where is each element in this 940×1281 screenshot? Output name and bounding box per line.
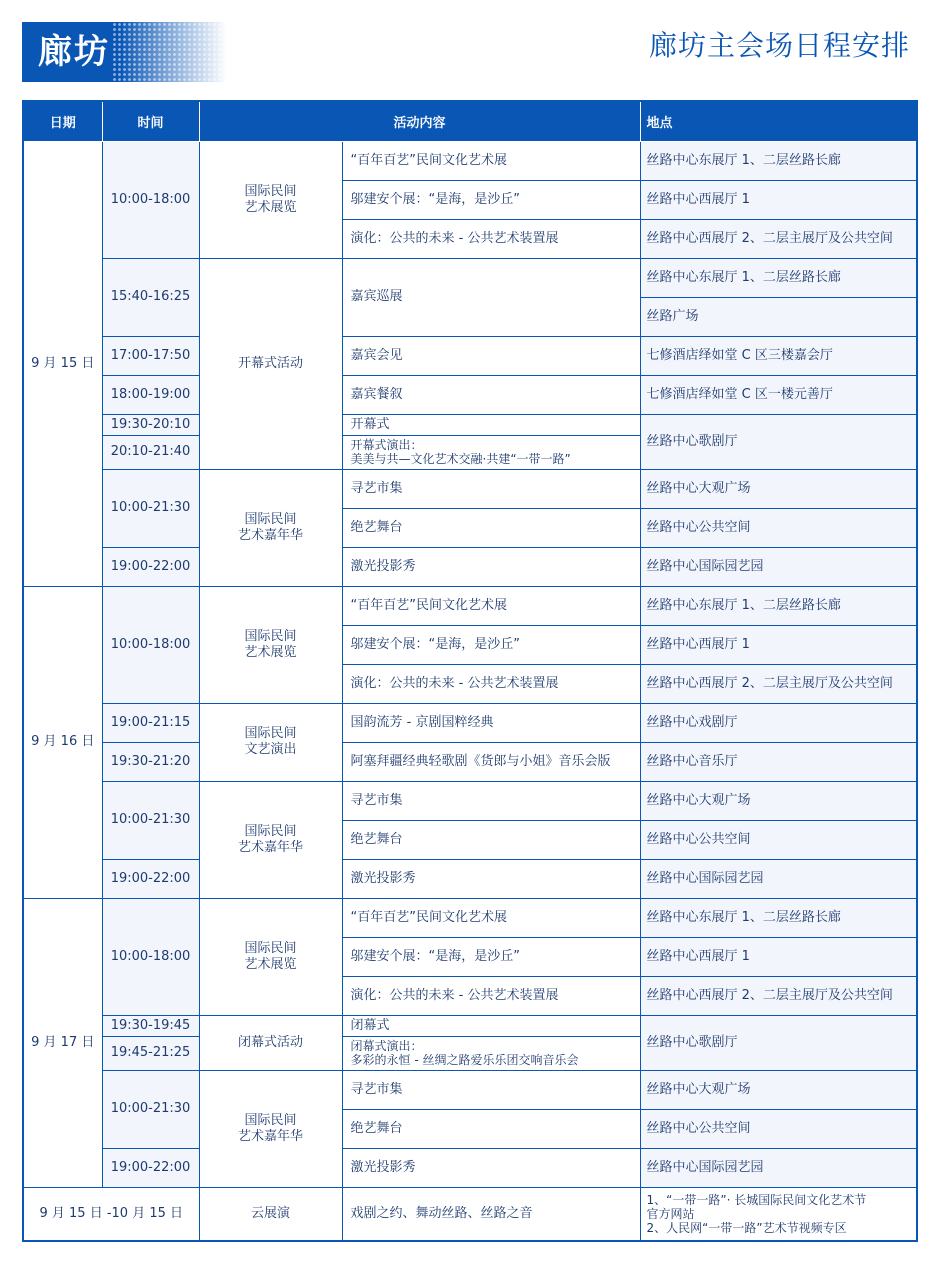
page-header (0, 0, 940, 100)
activity-cell: 寻艺市集 (342, 1070, 640, 1109)
date-range-cell: 9 月 15 日 -10 月 15 日 (23, 1187, 199, 1241)
activity-cell: 嘉宾巡展 (342, 258, 640, 336)
table-row (23, 1015, 917, 1036)
activity-cell: 开幕式演出： 美美与共—文化艺术交融·共建“一带一路” (342, 435, 640, 469)
time-cell: 10:00-18:00 (102, 898, 199, 1015)
location-cell: 丝路中心大观广场 (640, 469, 917, 508)
category-cell: 云展演 (199, 1187, 342, 1241)
activity-cell: 演化：公共的未来 - 公共艺术装置展 (342, 219, 640, 258)
activity-cell: 开幕式 (342, 414, 640, 435)
activity-cell: 邬建安个展：“是海，是沙丘” (342, 180, 640, 219)
halftone-pattern (112, 22, 227, 82)
location-cell: 丝路中心东展厅 1、二层丝路长廊 (640, 586, 917, 625)
activity-cell: 戏剧之约、舞动丝路、丝路之音 (342, 1187, 640, 1241)
category-cell: 国际民间 艺术嘉年华 (199, 1070, 342, 1187)
location-cell: 丝路中心公共空间 (640, 820, 917, 859)
activity-cell: 闭幕式 (342, 1015, 640, 1036)
activity-cell: 激光投影秀 (342, 547, 640, 586)
category-cell: 国际民间 艺术嘉年华 (199, 469, 342, 586)
table-row (23, 375, 917, 414)
table-row (23, 141, 917, 180)
location-cell: 丝路中心音乐厅 (640, 742, 917, 781)
column-header-date: 日期 (23, 101, 102, 141)
date-cell: 9 月 17 日 (23, 898, 102, 1187)
activity-cell: 寻艺市集 (342, 781, 640, 820)
time-cell: 10:00-18:00 (102, 586, 199, 703)
time-cell: 19:30-20:10 (102, 414, 199, 435)
time-cell: 19:00-22:00 (102, 1148, 199, 1187)
time-cell: 19:00-21:15 (102, 703, 199, 742)
activity-cell: 寻艺市集 (342, 469, 640, 508)
location-cell: 丝路中心大观广场 (640, 781, 917, 820)
city-badge (22, 22, 227, 82)
time-cell: 10:00-21:30 (102, 469, 199, 547)
column-header-time: 时间 (102, 101, 199, 141)
location-cell: 七修酒店绎如堂 C 区一楼元善厅 (640, 375, 917, 414)
time-cell: 19:30-21:20 (102, 742, 199, 781)
schedule-table (22, 100, 918, 1242)
location-cell: 丝路中心大观广场 (640, 1070, 917, 1109)
date-cell: 9 月 16 日 (23, 586, 102, 898)
table-row (23, 898, 917, 937)
time-cell: 19:45-21:25 (102, 1036, 199, 1070)
time-cell: 19:30-19:45 (102, 1015, 199, 1036)
table-row (23, 586, 917, 625)
time-cell: 18:00-19:00 (102, 375, 199, 414)
activity-cell: 激光投影秀 (342, 859, 640, 898)
activity-cell: “百年百艺”民间文化艺术展 (342, 898, 640, 937)
time-cell: 10:00-18:00 (102, 141, 199, 258)
activity-cell: 绝艺舞台 (342, 508, 640, 547)
table-row (23, 781, 917, 820)
location-cell: 丝路中心西展厅 2、二层主展厅及公共空间 (640, 219, 917, 258)
location-cell: 丝路中心国际园艺园 (640, 859, 917, 898)
table-row (23, 703, 917, 742)
table-row (23, 414, 917, 435)
category-cell: 开幕式活动 (199, 258, 342, 469)
category-cell: 闭幕式活动 (199, 1015, 342, 1070)
table-row (23, 859, 917, 898)
table-row (23, 547, 917, 586)
location-cell: 丝路中心歌剧厅 (640, 414, 917, 469)
activity-cell: 演化：公共的未来 - 公共艺术装置展 (342, 976, 640, 1015)
activity-cell: “百年百艺”民间文化艺术展 (342, 586, 640, 625)
activity-cell: 嘉宾餐叙 (342, 375, 640, 414)
table-row (23, 336, 917, 375)
table-row (23, 1148, 917, 1187)
category-cell: 国际民间 文艺演出 (199, 703, 342, 781)
table-row (23, 1070, 917, 1109)
location-cell: 丝路中心东展厅 1、二层丝路长廊 (640, 898, 917, 937)
column-header-location: 地点 (640, 101, 917, 141)
category-cell: 国际民间 艺术展览 (199, 898, 342, 1015)
location-cell: 丝路中心西展厅 1 (640, 180, 917, 219)
activity-cell: 阿塞拜疆经典轻歌剧《货郎与小姐》音乐会版 (342, 742, 640, 781)
activity-cell: 邬建安个展：“是海，是沙丘” (342, 625, 640, 664)
time-cell: 10:00-21:30 (102, 1070, 199, 1148)
location-cell: 丝路中心西展厅 1 (640, 625, 917, 664)
table-header-row (23, 101, 917, 141)
activity-cell: 嘉宾会见 (342, 336, 640, 375)
location-cell: 丝路中心公共空间 (640, 1109, 917, 1148)
location-cell: 丝路中心东展厅 1、二层丝路长廊 (640, 258, 917, 297)
city-badge-label: 廊坊 (38, 32, 110, 72)
category-cell: 国际民间 艺术嘉年华 (199, 781, 342, 898)
table-row (23, 742, 917, 781)
activity-cell: “百年百艺”民间文化艺术展 (342, 141, 640, 180)
table-row (23, 469, 917, 508)
activity-cell: 闭幕式演出： 多彩的永恒 - 丝绸之路爱乐乐团交响音乐会 (342, 1036, 640, 1070)
time-cell: 10:00-21:30 (102, 781, 199, 859)
page-title: 廊坊主会场日程安排 (648, 29, 910, 62)
activity-cell: 演化：公共的未来 - 公共艺术装置展 (342, 664, 640, 703)
location-cell: 1、“一带一路”· 长城国际民间文化艺术节 官方网站 2、人民网“一带一路”艺术节视频专区 (640, 1187, 917, 1241)
location-cell: 丝路中心国际园艺园 (640, 1148, 917, 1187)
location-cell: 丝路中心东展厅 1、二层丝路长廊 (640, 141, 917, 180)
date-cell: 9 月 15 日 (23, 141, 102, 586)
time-cell: 17:00-17:50 (102, 336, 199, 375)
location-cell: 丝路中心公共空间 (640, 508, 917, 547)
table-row (23, 258, 917, 297)
activity-cell: 绝艺舞台 (342, 1109, 640, 1148)
location-cell: 七修酒店绎如堂 C 区三楼嘉会厅 (640, 336, 917, 375)
time-cell: 20:10-21:40 (102, 435, 199, 469)
location-cell: 丝路中心歌剧厅 (640, 1015, 917, 1070)
category-cell: 国际民间 艺术展览 (199, 141, 342, 258)
activity-cell: 国韵流芳 - 京剧国粹经典 (342, 703, 640, 742)
activity-cell: 激光投影秀 (342, 1148, 640, 1187)
location-cell: 丝路广场 (640, 297, 917, 336)
location-cell: 丝路中心戏剧厅 (640, 703, 917, 742)
activity-cell: 绝艺舞台 (342, 820, 640, 859)
location-cell: 丝路中心西展厅 1 (640, 937, 917, 976)
category-cell: 国际民间 艺术展览 (199, 586, 342, 703)
table-row (23, 1187, 917, 1241)
time-cell: 19:00-22:00 (102, 547, 199, 586)
time-cell: 15:40-16:25 (102, 258, 199, 336)
column-header-content: 活动内容 (199, 101, 640, 141)
location-cell: 丝路中心国际园艺园 (640, 547, 917, 586)
location-cell: 丝路中心西展厅 2、二层主展厅及公共空间 (640, 976, 917, 1015)
activity-cell: 邬建安个展：“是海，是沙丘” (342, 937, 640, 976)
location-cell: 丝路中心西展厅 2、二层主展厅及公共空间 (640, 664, 917, 703)
time-cell: 19:00-22:00 (102, 859, 199, 898)
